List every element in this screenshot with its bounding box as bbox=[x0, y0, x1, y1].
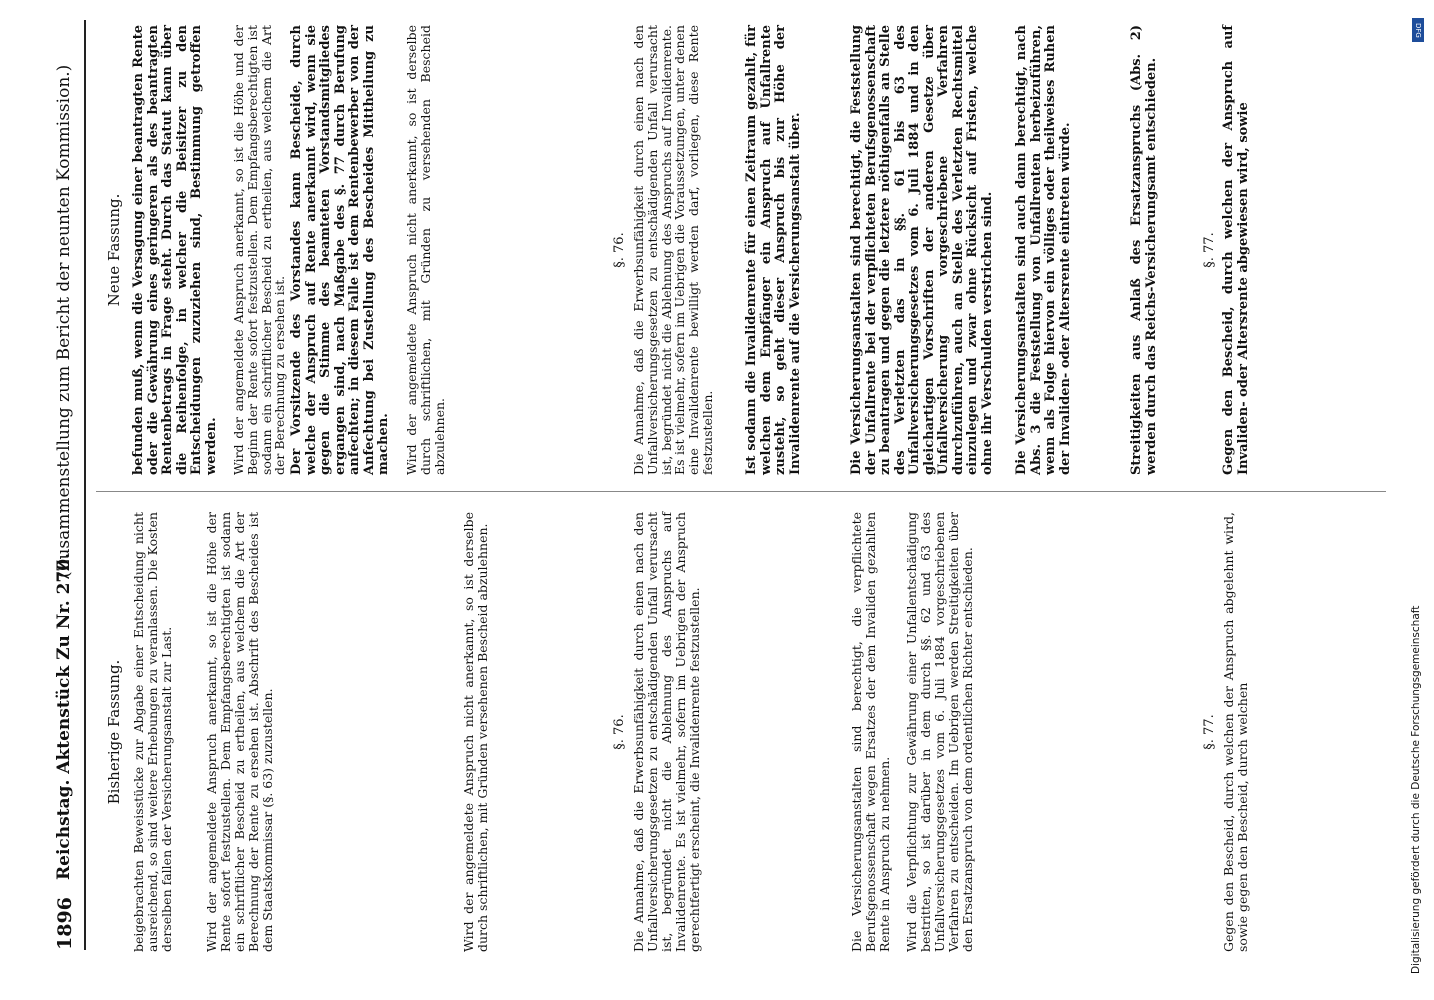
right-paragraph-3: Der Vorsitzende des Vorstandes kann Bescheide, durch welche der Anspruch auf Rente anerkannt wird, wenn sie gegen die Stimme des beamteten Vorstandsmitgliedes ergangen sind, nach Maßgabe des §. 77 durch Berufung anfechten; in diesem Falle ist dem Rentenbewerber von der Anfechtung bei Zustellung des Bescheides Mittheilung zu machen. bbox=[289, 25, 391, 475]
left-section-77-text: Gegen den Bescheid, durch welchen der Anspruch abgelehnt wird, sowie gegen den Bescheid, durch welchen bbox=[1221, 512, 1250, 952]
left-paragraph-2: Wird der angemeldete Anspruch anerkannt, so ist die Höhe der Rente sofort festzustellen. Dem Empfangsberechtigten ist sodann ein schriftlicher Bescheid zu ertheilen, aus welchem die Art der Berechnung der Rente zu ersehen ist. Abschrift des Bescheides ist dem Staatskommissar (§. 63) zuzustellen. bbox=[204, 512, 275, 952]
right-paragraph-7: Die Versicherungsanstalten sind auch dann berechtigt, nach Abs. 3 die Feststellung von Unfallrenten herbeizuführen, wenn als Folge hiervon ein völliges oder theilweises Ruhen der Invaliden- oder Altersrente eintreten würde. bbox=[1014, 25, 1073, 475]
right-paragraph-4: Wird der angemeldete Anspruch nicht anerkannt, so ist derselbe durch schriftlichen, mit Gründen zu versehenden Bescheid abzulehnen. bbox=[404, 25, 447, 475]
column-divider bbox=[96, 491, 1386, 492]
left-paragraph-3: Wird der angemeldete Anspruch nicht anerkannt, so ist derselbe durch schriftlichen, mit Gründen versehenen Bescheid abzulehnen. bbox=[461, 512, 490, 952]
left-section-76-text: Die Annahme, daß die Erwerbsunfähigkeit durch einen nach den Unfallversicherungsgesetzen zu entschädigenden Unfall verursacht ist, begründet nicht die Ablehnung des Anspruchs auf Invalidenrente. Es ist vielmehr, sofern im Uebrigen der Anspruch gerechtfertigt erscheint, die Invalidenrente festzustellen. bbox=[631, 512, 702, 952]
left-column-heading: Bisherige Fassung. bbox=[105, 659, 123, 805]
rotated-page bbox=[0, 10, 1400, 970]
right-paragraph-8: Streitigkeiten aus Anlaß des Ersatzanspruchs (Abs. 2) werden durch das Reichs-Versicherungsamt entschieden. bbox=[1129, 25, 1159, 475]
document-title: Reichstag. Aktenstück Zu Nr. 270. bbox=[54, 553, 74, 880]
funding-sidenote bbox=[1408, 12, 1428, 992]
right-paragraph-5: Ist sodann die Invalidenrente für einen Zeitraum gezahlt, für welchen dem Empfänger ein Anspruch auf Unfallrente zusteht, so geht dieser Anspruch bis zur Höhe der Invalidenrente auf die Versicherungsanstalt über. bbox=[744, 25, 803, 475]
right-paragraph-1: befunden muß, wenn die Versagung einer beantragten Rente oder die Gewährung eines geringeren als des beantragten Rentenbetrags in Frage steht. Durch das Statut kann über die Reihenfolge, in welcher die Beisitzer zu den Entscheidungen zuzuziehen sind, Bestimmung getroffen werden. bbox=[131, 25, 219, 475]
right-paragraph-6: Die Versicherungsanstalten sind berechtigt, die Feststellung der Unfallrente bei der verpflichteten Berufsgenossenschaft zu beantragen und gegen die letztere nöthigenfalls an Stelle des Verletzten das in §§. 61 bis 63 des Unfallversicherungsgesetzes vom 6. Juli 1884 und in den gleichartigen Vorschriften der anderen Gesetze über Unfallversicherung vorgeschriebene Verfahren durchzuführen, auch an Stelle des Verletzten Rechtsmittel einzulegen und zwar ohne Rücksicht auf Fristen, welche ohne ihr Verschulden verstrichen sind. bbox=[849, 25, 995, 475]
header-rule bbox=[84, 20, 86, 950]
left-paragraph-5: Wird die Verpflichtung zur Gewährung einer Unfallentschädigung bestritten, so ist darüber in dem durch §§. 62 und 63 des Unfallversicherungsgesetzes vom 6. Juli 1884 vorgeschriebenen Verfahren zu entscheiden. Im Uebrigen werden Streitigkeiten über den Ersatzanspruch von dem ordentlichen Richter entschieden. bbox=[904, 512, 975, 952]
page-number: 1896 bbox=[54, 897, 76, 950]
left-section-76-title: §. 76. bbox=[612, 714, 627, 750]
document-subtitle: (Zusammenstellung zum Bericht der neunten Kommission.) bbox=[54, 64, 74, 578]
page-header bbox=[48, 20, 88, 950]
funding-note-text: Digitalisierung gefördert durch die Deutsche Forschungsgemeinschaft bbox=[1410, 605, 1422, 974]
right-section-77-title: §. 77. bbox=[1202, 232, 1217, 268]
right-section-76-title: §. 76. bbox=[612, 232, 627, 268]
left-paragraph-1: beigebrachten Beweisstücke zur Abgabe einer Entscheidung nicht ausreichend, so sind weitere Erhebungen zu veranlassen. Die Kosten derselben fallen der Versicherungsanstalt zur Last. bbox=[131, 512, 174, 952]
right-section-76-text: Die Annahme, daß die Erwerbsunfähigkeit durch einen nach den Unfallversicherungsgesetzen zu entschädigenden Unfall verursacht ist, begründet nicht die Ablehnung des Anspruchs auf Invalidenrente. Es ist vielmehr, sofern im Uebrigen die Voraussetzungen, unter denen eine Invalidenrente bewilligt werden darf, vorliegen, diese Rente festzustellen. bbox=[631, 25, 715, 475]
left-paragraph-4: Die Versicherungsanstalten sind berechtigt, die verpflichtete Berufsgenossenschaft wegen Ersatzes der dem Invaliden gezahlten Rente in Anspruch zu nehmen. bbox=[849, 512, 892, 952]
right-paragraph-2: Wird der angemeldete Anspruch anerkannt, so ist die Höhe und der Beginn der Rente sofort festzustellen. Dem Empfangsberechtigten ist sodann ein schriftlicher Bescheid zu ertheilen, aus welchem die Art der Berechnung zu ersehen ist. bbox=[231, 25, 288, 475]
left-section-77-title: §. 77. bbox=[1202, 714, 1217, 750]
dfg-logo: DFG bbox=[1412, 18, 1424, 42]
right-section-77-text: Gegen den Bescheid, durch welchen der Anspruch auf Invaliden- oder Altersrente abgewiesen wird, sowie bbox=[1221, 25, 1251, 475]
right-column-heading: Neue Fassung. bbox=[105, 193, 123, 307]
